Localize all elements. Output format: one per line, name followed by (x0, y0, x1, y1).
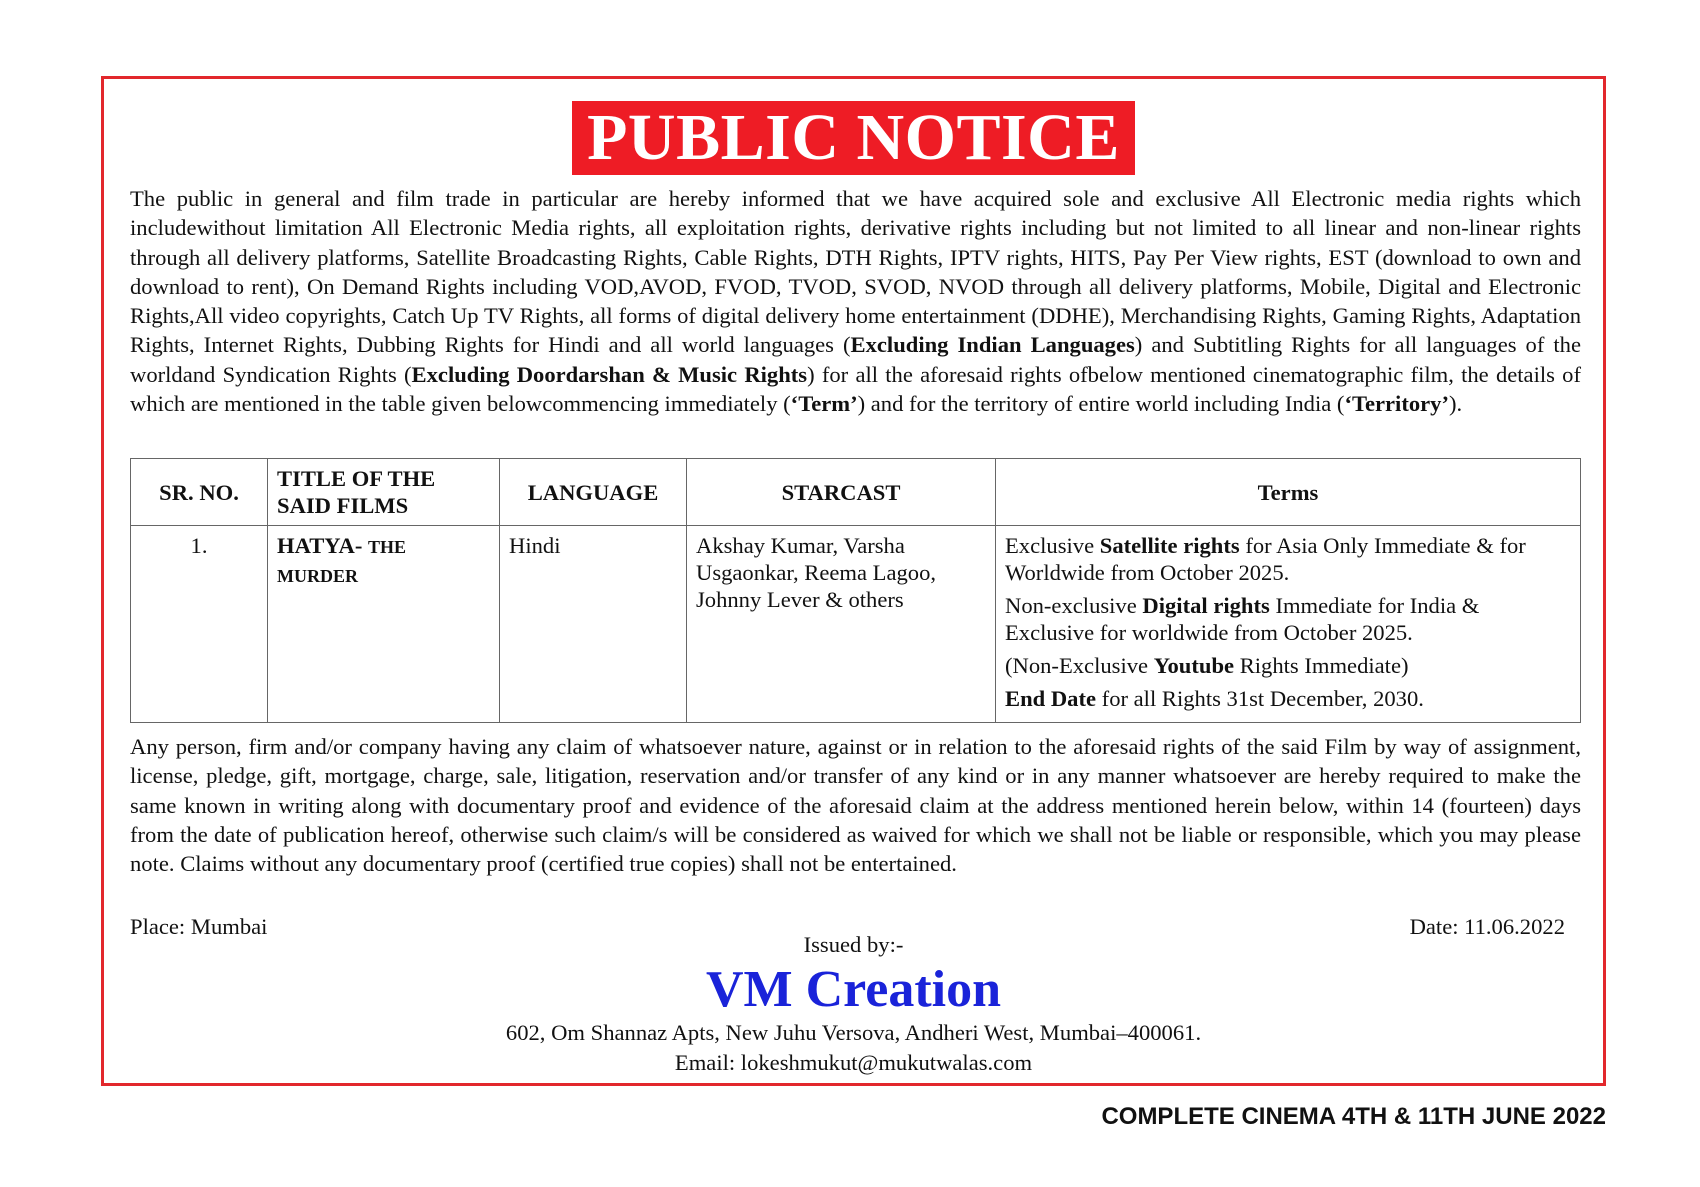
notice-frame (101, 76, 1606, 1086)
cell-sr-no: 1. (131, 526, 268, 723)
term-4-c: for all Rights 31st December, 2030. (1096, 686, 1424, 711)
header-sr-no: SR. NO. (131, 459, 268, 526)
claim-paragraph: Any person, firm and/or company having any claim of whatsoever nature, against or in relation to the aforesaid rights of the said Film by way of assignment, license, pledge, gift, mortgage, charge, sale, litigation, reservation and/or transfer of any kind or in any manner whatsoever are hereby required to make the same known in writing along with documentary proof and evidence of the aforesaid claim at the address mentioned herein below, within 14 (fourteen) days from the date of publication hereof, otherwise such claim/s will be considered as waived for which we shall not be liable or responsible, which you may please note. Claims without any documentary proof (certified true copies) shall not be entertained. (130, 734, 1581, 877)
table-header-row (131, 459, 1581, 526)
header-terms: Terms (996, 459, 1581, 526)
title-wrap (104, 101, 1603, 175)
notice-title: PUBLIC NOTICE (572, 101, 1135, 175)
intro-text-3: ) for all the aforesaid rights ofbelow mentioned cinematographic film, the details of which are mentioned in the table given belowcommencing immediately ( (130, 361, 1581, 417)
term-2-a: Non-exclusive (1005, 593, 1143, 618)
term-end-date (1005, 685, 1571, 712)
company-email: Email: lokeshmukut@mukutwalas.com (674, 1050, 1033, 1075)
header-language: LANGUAGE (500, 459, 687, 526)
term-3-c: Rights Immediate) (1234, 653, 1409, 678)
film-title-subtitle: THE MURDER (277, 537, 407, 586)
company-name: VM Creation (705, 961, 1002, 1018)
intro-bold-1: Excluding Indian Languages (850, 332, 1135, 358)
header-title: TITLE OF THE SAID FILMS (268, 459, 500, 526)
place-text: Place: Mumbai (130, 914, 268, 939)
issued-by-label: Issued by:- (803, 932, 904, 957)
cell-terms (996, 526, 1581, 723)
term-youtube (1005, 652, 1571, 679)
intro-bold-4: ‘Territory’ (1344, 391, 1450, 417)
cell-language: Hindi (500, 526, 687, 723)
term-1-c: for Asia Only Immediate & for Worldwide from October 2025. (1005, 533, 1526, 585)
header-starcast: STARCAST (687, 459, 996, 526)
intro-paragraph (130, 184, 1581, 418)
cell-starcast: Akshay Kumar, Varsha Usgaonkar, Reema Lagoo, Johnny Lever & others (687, 526, 996, 723)
term-4-b: End Date (1005, 686, 1097, 711)
intro-bold-2: Excluding Doordarshan & Music Rights (411, 361, 808, 387)
publication-footer: COMPLETE CINEMA 4TH & 11TH JUNE 2022 (1101, 1103, 1606, 1130)
intro-text-5: ). (1449, 391, 1463, 417)
term-1-b: Satellite rights (1099, 533, 1240, 558)
term-1-a: Exclusive (1005, 533, 1100, 558)
intro-bold-3: ‘Term’ (790, 391, 858, 417)
term-satellite (1005, 532, 1571, 586)
term-2-c: Immediate for India & Exclusive for worldwide from October 2025. (1005, 593, 1480, 645)
term-3-a: (Non-Exclusive (1005, 653, 1154, 678)
table-row (131, 526, 1581, 723)
company-address: 602, Om Shannaz Apts, New Juhu Versova, Andheri West, Mumbai–400061. (505, 1020, 1202, 1045)
intro-text-2: ) and Subtitling Rights for all languages of the worldand Syndication Rights ( (130, 332, 1581, 387)
intro-text-1: The public in general and film trade in particular are hereby informed that we have acquired sole and exclusive All Electronic media rights which includewithout limitation All Electronic Media rights, all exploitation rights, derivative rights including but not limited to all linear and non-linear rights through all delivery platforms, Satellite Broadcasting Rights, Cable Rights, DTH Rights, IPTV rights, HITS, Pay Per View rights, EST (download to own and download to rent), On Demand Rights including VOD,AVOD, FVOD, TVOD, SVOD, NVOD through all delivery platforms, Mobile, Digital and Electronic Rights,All video copyrights, Catch Up TV Rights, all forms of digital delivery home entertainment (DDHE), Merchandising Rights, Gaming Rights, Adaptation Rights, Internet Rights, Dubbing Rights for Hindi and all world languages ( (130, 186, 1581, 358)
films-table (130, 458, 1581, 723)
cell-film-title (268, 526, 500, 723)
term-3-b: Youtube (1153, 653, 1235, 678)
date-text: Date: 11.06.2022 (1409, 914, 1565, 939)
film-title-main: HATYA- (277, 533, 363, 558)
term-digital (1005, 592, 1571, 646)
intro-text-4: ) and for the territory of entire world including India ( (857, 391, 1345, 417)
term-2-b: Digital rights (1142, 593, 1270, 618)
